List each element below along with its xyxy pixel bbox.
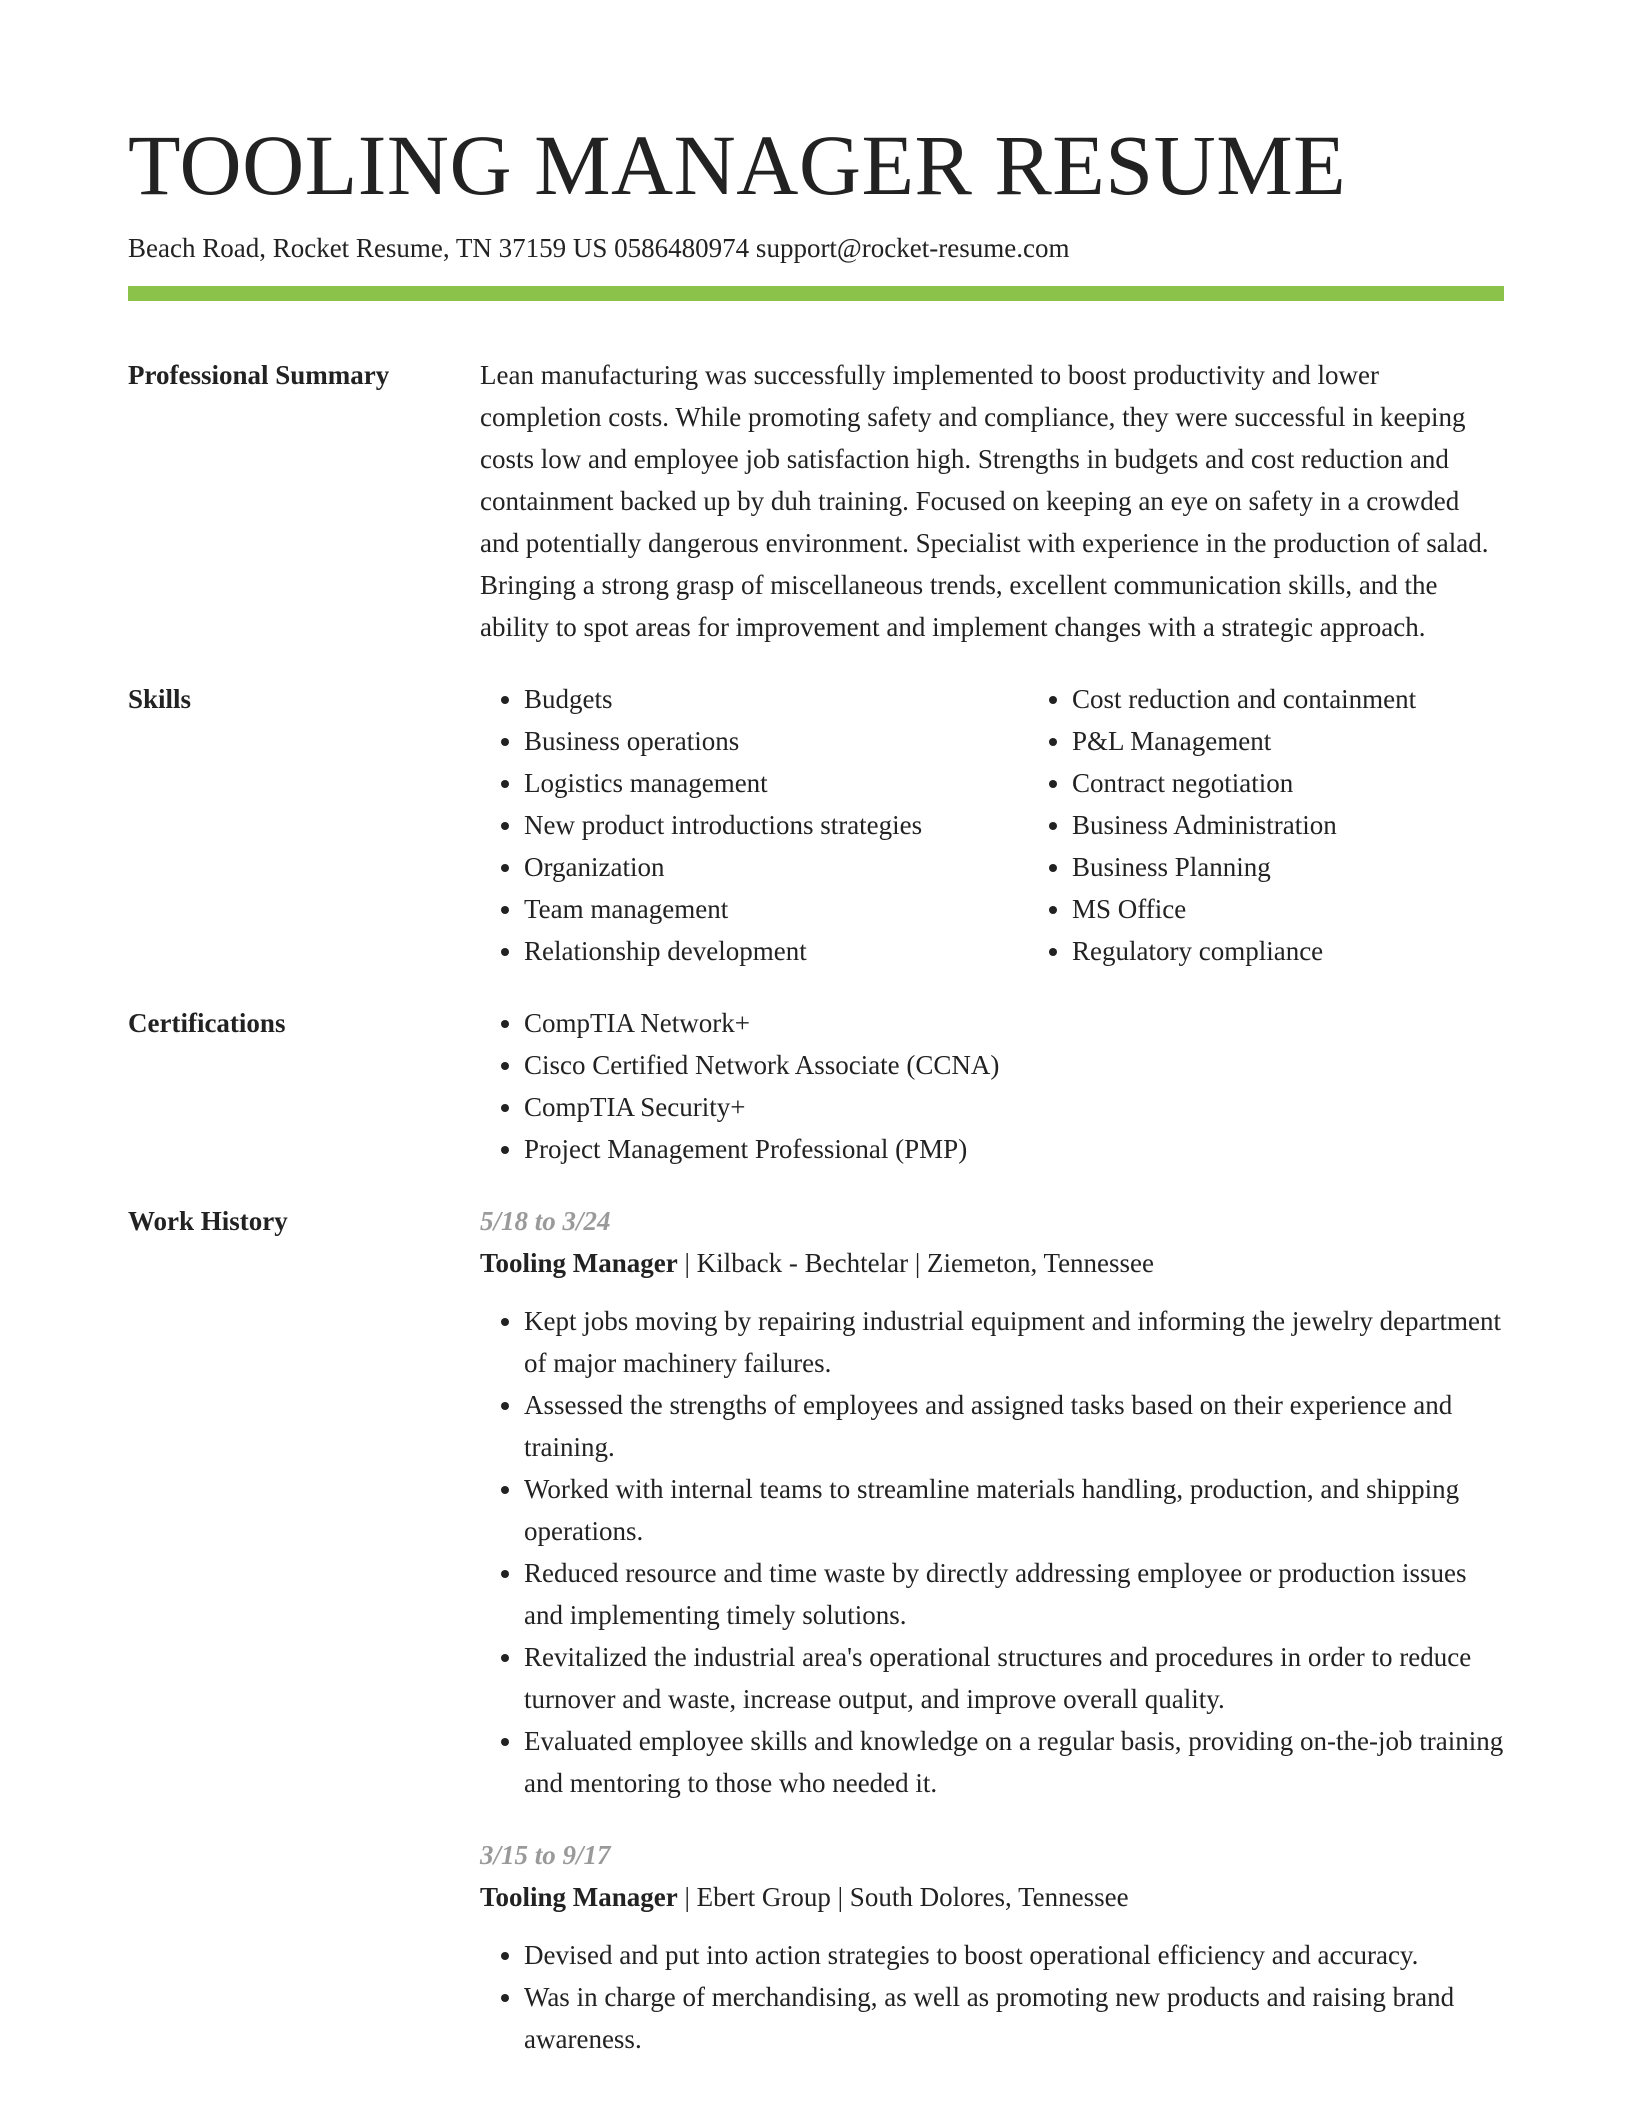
job-bullet: • Revitalized the industrial area's operational structures and procedures in order to reduce turnover and waste, increase output, and improve overall quality. (524, 1636, 1504, 1720)
job-details: | Ebert Group | South Dolores, Tennessee (677, 1882, 1129, 1912)
job-bullet: • Worked with internal teams to streamline materials handling, production, and shipping operations. (524, 1468, 1504, 1552)
job-bullet: • Assessed the strengths of employees and assigned tasks based on their experience and training. (524, 1384, 1504, 1468)
section-label: Skills (128, 684, 192, 714)
section-work-history (128, 1200, 1504, 2090)
job-bullet: • Reduced resource and time waste by directly addressing employee or production issues and implementing timely solutions. (524, 1552, 1504, 1636)
job-bullet: • Kept jobs moving by repairing industrial equipment and informing the jewelry department of major machinery failures. (524, 1300, 1504, 1384)
job-entry (480, 1834, 1504, 2060)
skills-list-left (480, 678, 1028, 972)
certification-item: • Project Management Professional (PMP) (524, 1128, 1504, 1170)
certification-item: • CompTIA Security+ (524, 1086, 1504, 1128)
skill-item: • Organization (524, 846, 1028, 888)
skill-item: • Relationship development (524, 930, 1028, 972)
skill-item: • Cost reduction and containment (1072, 678, 1576, 720)
section-body (480, 354, 1504, 648)
skill-item: • Business Administration (1072, 804, 1576, 846)
certification-item: • CompTIA Network+ (524, 1002, 1504, 1044)
certification-item: • Cisco Certified Network Associate (CCNA) (524, 1044, 1504, 1086)
section-body (480, 1200, 1504, 2090)
contact-info: Beach Road, Rocket Resume, TN 37159 US 0586480974 support@rocket-resume.com (128, 233, 1070, 263)
section-label: Work History (128, 1206, 288, 1236)
job-heading (480, 1242, 1504, 1284)
skill-item: • Business Planning (1072, 846, 1576, 888)
section-skills (128, 678, 1504, 972)
skills-columns (480, 678, 1576, 972)
skill-item: • MS Office (1072, 888, 1576, 930)
job-heading (480, 1876, 1504, 1918)
job-title: Tooling Manager (480, 1882, 678, 1912)
job-bullet: • Was in charge of merchandising, as well as promoting new products and raising brand awareness. (524, 1976, 1504, 2060)
skill-item: • Budgets (524, 678, 1028, 720)
section-professional-summary (128, 354, 1504, 648)
skill-item: • Contract negotiation (1072, 762, 1576, 804)
skill-item: • Regulatory compliance (1072, 930, 1576, 972)
skill-item: • Business operations (524, 720, 1028, 762)
certifications-list (480, 1002, 1504, 1170)
page-title: TOOLING MANAGER RESUME (128, 117, 1347, 213)
job-bullets (480, 1300, 1504, 1804)
job-dates: 5/18 to 3/24 (480, 1206, 611, 1236)
skill-item: • New product introductions strategies (524, 804, 1028, 846)
skill-item: • Logistics management (524, 762, 1028, 804)
job-dates: 3/15 to 9/17 (480, 1840, 611, 1870)
accent-divider (128, 286, 1504, 301)
job-title: Tooling Manager (480, 1248, 678, 1278)
resume-content (128, 354, 1504, 2120)
skill-item: • Team management (524, 888, 1028, 930)
section-certifications (128, 1002, 1504, 1170)
job-bullet: • Evaluated employee skills and knowledge on a regular basis, providing on-the-job training and mentoring to those who needed it. (524, 1720, 1504, 1804)
section-label: Professional Summary (128, 360, 390, 390)
section-label: Certifications (128, 1008, 286, 1038)
summary-text: Lean manufacturing was successfully implemented to boost productivity and lower completion costs. While promoting safety and compliance, they were successful in keeping costs low and employee job satisfaction high. Strengths in budgets and cost reduction and containment backed up by duh training. Focused on keeping an eye on safety in a crowded and potentially dangerous environment. Specialist with experience in the production of salad. Bringing a strong grasp of miscellaneous trends, excellent communication skills, and the ability to spot areas for improvement and implement changes with a strategic approach. (480, 360, 1489, 642)
job-details: | Kilback - Bechtelar | Ziemeton, Tennessee (677, 1248, 1155, 1278)
job-bullets (480, 1934, 1504, 2060)
section-body (480, 1002, 1504, 1170)
skills-list-right (1028, 678, 1576, 972)
job-bullet: • Devised and put into action strategies to boost operational efficiency and accuracy. (524, 1934, 1504, 1976)
skill-item: • P&L Management (1072, 720, 1576, 762)
job-entry (480, 1200, 1504, 1804)
